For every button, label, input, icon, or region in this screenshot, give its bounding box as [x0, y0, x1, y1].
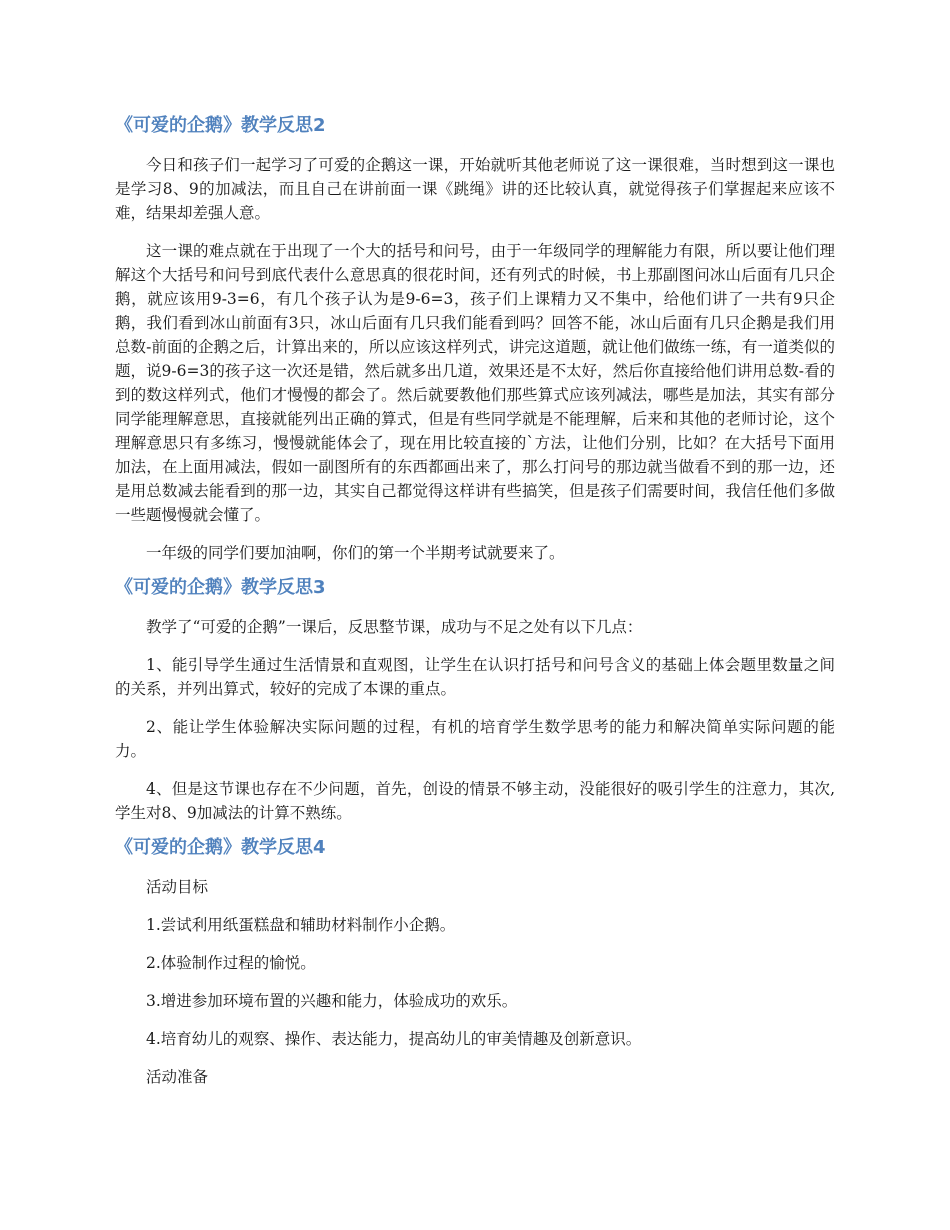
paragraph: 4.培育幼儿的观察、操作、表达能力，提高幼儿的审美情趣及创新意识。 [146, 1030, 642, 1048]
paragraph: 3.增进参加环境布置的兴趣和能力，体验成功的欢乐。 [146, 992, 518, 1010]
paragraph: 4、但是这节课也存在不少问题，首先，创设的情景不够主动，没能很好的吸引学生的注意力，其次,学生对8、9加减法的计算不熟练。 [115, 780, 835, 822]
paragraph: 2.体验制作过程的愉悦。 [146, 954, 316, 972]
paragraph: 活动目标 [146, 878, 209, 896]
paragraph: 1.尝试利用纸蛋糕盘和辅助材料制作小企鹅。 [146, 916, 456, 934]
paragraph: 1、能引导学生通过生活情景和直观图，让学生在认识打括号和问号含义的基础上体会题里数量之间的关系，并列出算式，较好的完成了本课的重点。 [115, 656, 835, 698]
paragraph: 教学了“可爱的企鹅”一课后，反思整节课，成功与不足之处有以下几点： [146, 618, 643, 636]
paragraph: 2、能让学生体验解决实际问题的过程，有机的培育学生数学思考的能力和解决简单实际问题的能力。 [115, 718, 835, 760]
paragraph: 活动准备 [146, 1068, 209, 1086]
paragraph: 一年级的同学们要加油啊，你们的第一个半期考试就要来了。 [146, 544, 565, 562]
section-heading-2: 《可爱的企鹅》教学反思2 [115, 115, 326, 136]
paragraph: 这一课的难点就在于出现了一个大的括号和问号，由于一年级同学的理解能力有限，所以要让他们理解这个大括号和问号到底代表什么意思真的很花时间，还有列式的时候，书上那副图问冰山后面有几只企鹅，就应该用9-3=6，有几个孩子认为是9-6=3，孩子们上课精力又不集中，给他们讲了一共有9只企鹅，我们看到冰山前面有3只，冰山后面有几只我们能看到吗？回答不能，冰山后面有几只企鹅是我们用总数-前面的企鹅之后，计算出来的，所以应该这样列式，讲完这道题，就让他们做练一练，有一道类似的题，说9-6=3的孩子这一次还是错，然后就多出几道，效果还是不太好，然后你直接给他们讲用总数-看的到的数这样列式，他们才慢慢的都会了。然后就要教他们那些算式应该列减法，哪些是加法，其实有部分同学能理解意思，直接就能列出正确的算式，但是有些同学就是不能理解，后来和其他的老师讨论，这个理解意思只有多练习，慢慢就能体会了，现在用比较直接的`方法，让他们分别，比如？在大括号下面用加法，在上面用减法，假如一副图所有的东西都画出来了，那么打问号的那边就当做看不到的那一边，还是用总数减去能看到的那一边，其实自己都觉得这样讲有些搞笑，但是孩子们需要时间，我信任他们多做一些题慢慢就会懂了。 [115, 242, 835, 524]
document-content [115, 113, 835, 1089]
section-heading-4: 《可爱的企鹅》教学反思4 [115, 837, 326, 858]
section-heading-3: 《可爱的企鹅》教学反思3 [115, 577, 326, 598]
paragraph: 今日和孩子们一起学习了可爱的企鹅这一课，开始就听其他老师说了这一课很难，当时想到这一课也是学习8、9的加减法，而且自己在讲前面一课《跳绳》讲的还比较认真，就觉得孩子们掌握起来应该不难，结果却差强人意。 [115, 156, 835, 222]
